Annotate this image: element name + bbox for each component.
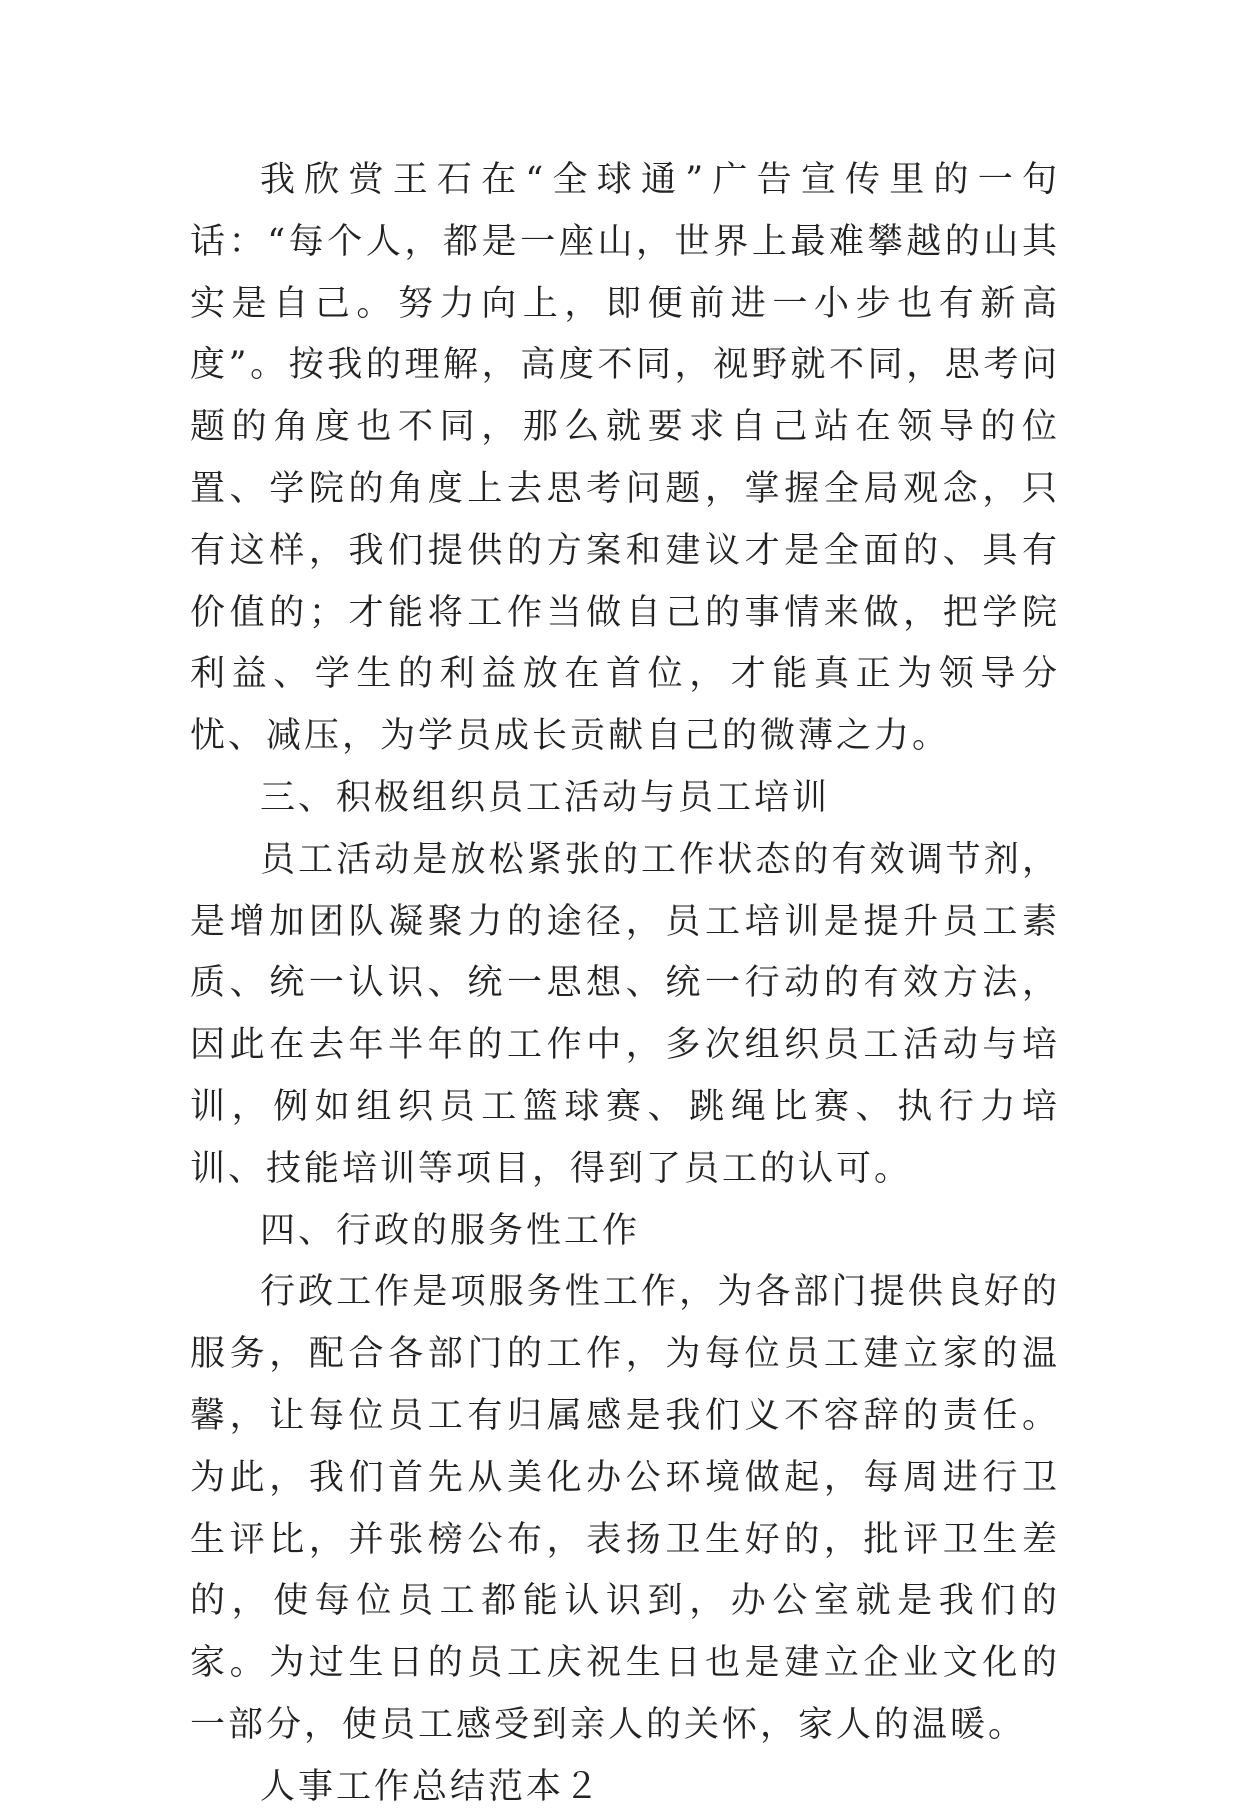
section-heading-3: 三、积极组织员工活动与员工培训	[260, 777, 831, 818]
body-paragraph-1: 我欣赏王石在“全球通”广告宣传里的一句话：“每个人，都是一座山，世界上最难攀越的山其实是自己。努力向上，即便前进一小步也有新高度”。按我的理解，高度不同，视野就不同，思考问题的角度也不同，那么就要求自己站在领导的位置、学院的角度上去思考问题，掌握全局观念，只有这样，我们提供的方案和建议才是全面的、具有价值的；才能将工作当做自己的事情来做，把学院利益、学生的利益放在首位，才能真正为领导分忧、减压，为学员成长贡献自己的微薄之力。	[190, 160, 1060, 757]
body-paragraph-3: 行政工作是项服务性工作，为各部门提供良好的服务，配合各部门的工作，为每位员工建立家的温馨，让每位员工有归属感是我们义不容辞的责任。为此，我们首先从美化办公环境做起，每周进行卫生评比，并张榜公布，表扬卫生好的，批评卫生差的，使每位员工都能认识到，办公室就是我们的家。为过生日的员工庆祝生日也是建立企业文化的一部分，使员工感受到亲人的关怀，家人的温暖。	[190, 1272, 1060, 1745]
document-section-title: 人事工作总结范本２	[260, 1766, 603, 1807]
document-page	[190, 150, 1060, 1819]
section-heading-4: 四、行政的服务性工作	[260, 1210, 641, 1251]
body-paragraph-2: 员工活动是放松紧张的工作状态的有效调节剂，是增加团队凝聚力的途径，员工培训是提升员工素质、统一认识、统一思想、统一行动的有效方法，因此在去年半年的工作中，多次组织员工活动与培训，例如组织员工篮球赛、跳绳比赛、执行力培训、技能培训等项目，得到了员工的认可。	[190, 839, 1060, 1189]
